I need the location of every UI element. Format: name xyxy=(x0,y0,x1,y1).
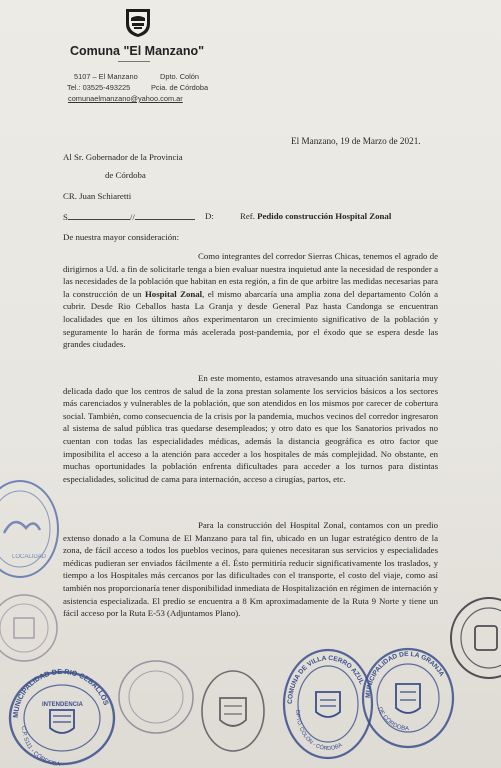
reference-line xyxy=(240,211,391,221)
recipient-line-3: CR. Juan Schiaretti xyxy=(63,191,132,201)
org-province: Pcia. de Córdoba xyxy=(151,83,209,92)
paragraph-1 xyxy=(63,250,438,351)
slash-separator: // xyxy=(129,212,135,222)
s-fill-line xyxy=(68,211,130,220)
paragraph-3 xyxy=(63,519,438,620)
paragraph-1-bold: Hospital Zonal xyxy=(144,288,203,299)
org-phone: Tel.: 03525-493225 xyxy=(67,83,131,92)
date-line: El Manzano, 19 de Marzo de 2021. xyxy=(291,136,421,146)
ref-prefix: Ref. xyxy=(240,211,255,221)
address-line xyxy=(63,211,195,222)
paragraph-1-text-b: , el mismo abarcaría una amplia zona del departamento Colón a cubrir. Desde Rio Ceballos hasta La Granja y desde General Paz hasta Candonga se encuentran localidades que en los últimos años experimentaron un crecimiento significativo de la población y seguramente lo harán de forma más acelerada post-pandemia, por el éxodo que se espera desde las grandes ciudades. xyxy=(63,288,438,350)
org-email: comunaelmanzano@yahoo.com.ar xyxy=(68,94,183,103)
left-gray-stamp xyxy=(0,592,64,664)
d-label: D: xyxy=(205,211,214,221)
s-label: S xyxy=(63,212,68,222)
rio-ceballos-stamp xyxy=(6,666,118,766)
right-dark-stamp xyxy=(449,596,501,680)
comuna-logo xyxy=(123,6,153,38)
org-divider xyxy=(118,61,150,62)
paragraph-2 xyxy=(63,372,438,485)
org-name: Comuna "El Manzano" xyxy=(70,44,205,58)
la-granja-stamp-bottom-text: DE CÓRDOBA xyxy=(376,706,409,733)
recipient-line-1: Al Sr. Gobernador de la Provincia xyxy=(63,152,183,162)
salutation: De nuestra mayor consideración: xyxy=(63,232,180,242)
org-dept: Dpto. Colón xyxy=(160,72,200,81)
middle-gray-stamp xyxy=(116,658,196,736)
paragraph-2-text: En este momento, estamos atravesando una situación sanitaria muy delicada dado que los centros de salud de la zona prestan solamente los servicios básicos a los sectores más carenciados y vulnerables de la población, que son atendidos en los mismos por carecer de cobertura social. También, como consecuencia de la crisis por la pandemia, muchos vecinos del corredor ingresaron al sistema de salud pública tras quedarse desempleados; y otro dato es que los Sanatorios privados no cuentan con todas las especialidades médicas, además la distancia geográfica es otro factor que imposibilita el acceso a la atención para acceder a los hospitales de más complejidad. No obstante, en muchas oportunidades la población enfrenta dificultades para acceder a los turnos para distintas especialidades, solicitud de cama para internación, acceso a cirugías, partos, etc. xyxy=(63,373,438,484)
shield-stamp xyxy=(198,668,268,754)
recipient-line-2: de Córdoba xyxy=(105,170,146,180)
rio-ceballos-stamp-mid-text: INTENDENCIA xyxy=(42,702,84,708)
paragraph-3-text: Para la construcción del Hospital Zonal, contamos con un predio extenso donado a la Comuna de El Manzano para tal fin, ubicado en un lugar estratégico dentro de la zona, de fácil acceso a todos los pueblos vecinos, para quienes necesitaran sus servicios y especialidades médicas pudieran ser enviados fácilmente a él. Ésto permitiría reducir significativamente los traslados, y tiempo a los Hospitales más cercanos por las dificultades con el transporte, el costo del viaje, como así también nos proporcionaría tener disponibilidad inmediata de Hospitalización en régimen de internación y asistencia especializada. El predio se encuentra a 8 Km aproximadamente de la Ruta 9 Norte y tiene un fácil acceso por la Ruta E-53 (Adjuntamos Plano). xyxy=(63,520,438,619)
la-granja-stamp-top-text: MUNICIPALIDAD DE LA GRANJA xyxy=(364,650,446,699)
d-fill-line xyxy=(135,211,195,220)
left-blue-stamp xyxy=(0,478,64,580)
org-postal: 5107 – El Manzano xyxy=(74,72,138,81)
ref-text: Pedido construcción Hospital Zonal xyxy=(257,211,392,221)
villa-cerro-azul-stamp-top-text: COMUNA DE VILLA CERRO AZUL xyxy=(286,654,365,705)
paragraph-1-text-a: Como integrantes del corredor Sierras Chicas, tenemos el agrado de dirigirnos a Ud. a fin de solicitarle tenga a bien evaluar nuestra inquietud ante la necesidad de responder a las necesidades de la población que habitan en esta región, a fin de que arbitre las medidas necesarias para la construcción de un xyxy=(63,251,438,299)
svg-text:LOCALIDAD: LOCALIDAD xyxy=(12,554,47,560)
la-granja-stamp xyxy=(360,646,456,750)
rio-ceballos-stamp-top-text: MUNICIPALIDAD DE RIO CEBALLOS xyxy=(10,666,111,719)
svg-text:DE CÓRDOBA xyxy=(376,706,409,732)
villa-cerro-azul-stamp-bottom-text: DPTO. COLÓN - CÓRDOBA xyxy=(293,709,344,753)
rio-ceballos-stamp-bottom-text: C.P. 5111 - CÓRDOBA xyxy=(19,725,61,766)
